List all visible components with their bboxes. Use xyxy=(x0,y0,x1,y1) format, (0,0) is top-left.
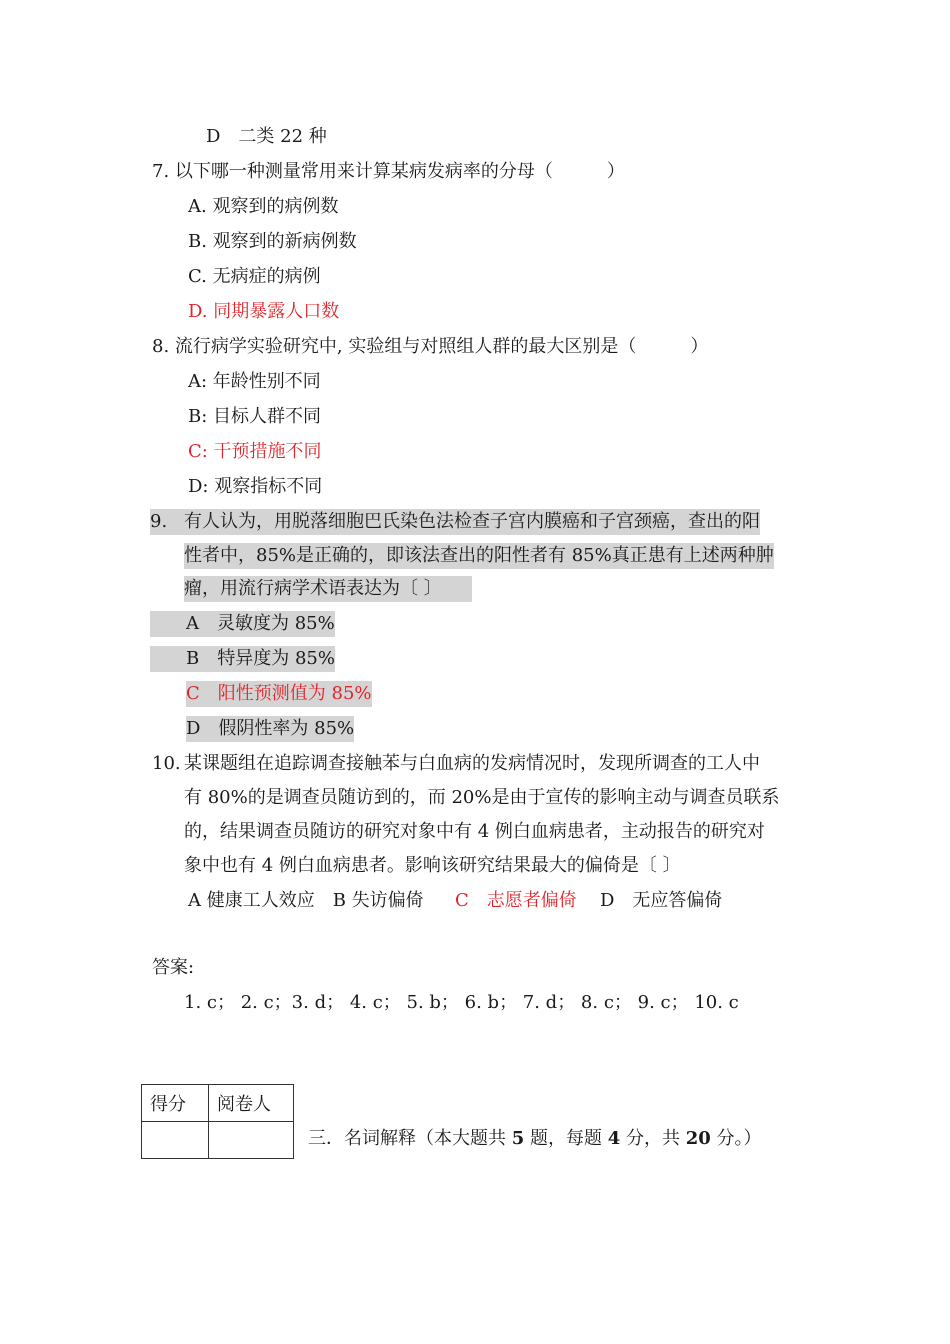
q9-stem-line3: 瘤，用流行病学术语表达为〔 〕 xyxy=(184,576,472,602)
q9-option-a-gutter xyxy=(150,611,186,637)
q9-option-b-gutter xyxy=(150,646,186,672)
q9-option-b: B 特异度为 85% xyxy=(186,646,335,672)
q7-stem: 7. 以下哪一种测量常用来计算某病发病率的分母（ ） xyxy=(152,161,625,182)
q9-option-d: D 假阴性率为 85% xyxy=(186,716,354,742)
q8-stem: 8. 流行病学实验研究中, 实验组与对照组人群的最大区别是（ ） xyxy=(152,336,709,357)
q7-option-a: A. 观察到的病例数 xyxy=(188,196,339,217)
q10-stem-line1: 某课题组在追踪调查接触苯与白血病的发病情况时，发现所调查的工人中 xyxy=(184,753,760,774)
section-3-prefix: 三．名词解释（本大题共 xyxy=(308,1128,512,1149)
section-3-points-total: 20 xyxy=(685,1128,711,1149)
section-3-mid1: 题，每题 xyxy=(524,1128,608,1149)
q9-option-a: A 灵敏度为 85% xyxy=(186,611,335,637)
q10-option-d: D 无应答偏倚 xyxy=(600,890,723,911)
q10-number: 10. xyxy=(152,753,181,774)
section-3-mid2: 分，共 xyxy=(620,1128,686,1149)
q8-option-c-answer: C: 干预措施不同 xyxy=(188,441,322,462)
q10-stem-line3: 的，结果调查员随访的研究对象中有 4 例白血病患者，主动报告的研究对 xyxy=(184,821,765,842)
q10-option-c-answer: C 志愿者偏倚 xyxy=(455,890,577,911)
q10-stem-line4: 象中也有 4 例白血病患者。影响该研究结果最大的偏倚是〔 〕 xyxy=(184,855,681,876)
section-3-question-count: 5 xyxy=(511,1128,525,1149)
score-table xyxy=(141,1084,294,1159)
q8-option-a: A: 年龄性别不同 xyxy=(188,371,321,392)
q6-option-d: D 二类 22 种 xyxy=(206,126,327,147)
q8-option-b: B: 目标人群不同 xyxy=(188,406,322,427)
q7-option-c: C. 无病症的病例 xyxy=(188,266,321,287)
q9-number: 9. xyxy=(150,509,184,535)
q10-options-a-b: A 健康工人效应 B 失访偏倚 xyxy=(188,890,424,911)
q7-option-d-answer: D. 同期暴露人口数 xyxy=(188,301,340,322)
score-header: 得分 xyxy=(142,1085,209,1122)
section-3-suffix: 分。） xyxy=(710,1128,762,1149)
grader-cell xyxy=(209,1122,294,1159)
answers-label: 答案: xyxy=(152,957,195,978)
q9-option-c-answer: C 阳性预测值为 85% xyxy=(186,681,372,707)
section-3-heading xyxy=(308,1126,762,1152)
grader-header: 阅卷人 xyxy=(209,1085,294,1122)
score-cell xyxy=(142,1122,209,1159)
q8-option-d: D: 观察指标不同 xyxy=(188,476,323,497)
q9-stem-line2: 性者中，85%是正确的，即该法查出的阳性者有 85%真正患有上述两种肿 xyxy=(184,543,774,569)
answers-list: 1. c； 2. c；3. d； 4. c； 5. b； 6. b； 7. d； 8. c； 9. c； 10. c xyxy=(184,992,739,1013)
q10-stem-line2: 有 80%的是调查员随访到的，而 20%是由于宣传的影响主动与调查员联系 xyxy=(184,787,780,808)
section-3-points-each: 4 xyxy=(607,1128,621,1149)
q9-stem-line1: 有人认为，用脱落细胞巴氏染色法检查子宫内膜癌和子宫颈癌，查出的阳 xyxy=(184,509,760,535)
q7-option-b: B. 观察到的新病例数 xyxy=(188,231,357,252)
